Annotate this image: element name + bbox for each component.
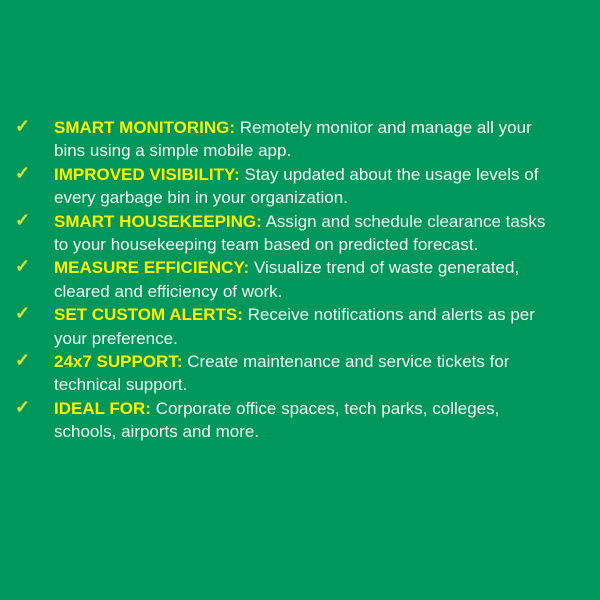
check-icon: ✓ [15,256,31,277]
feature-body: Create maintenance and service tickets for technical support. [54,352,510,395]
feature-body: Receive notifications and alerts as per your preference. [54,305,535,348]
check-icon: ✓ [15,303,31,324]
feature-item [13,210,561,257]
check-icon: ✓ [15,162,31,183]
feature-heading: SMART HOUSEKEEPING: [54,211,262,231]
feature-heading: SMART MONITORING: [54,118,236,137]
check-icon: ✓ [15,396,31,417]
feature-item [13,397,561,444]
feature-heading: SET CUSTOM ALERTS: [54,305,243,325]
feature-item [13,303,561,350]
feature-body: Assign and schedule clearance tasks to your housekeeping team based on predicted forecast. [54,211,546,255]
check-icon: ✓ [15,350,31,371]
feature-item [13,116,561,163]
feature-item [13,256,561,303]
feature-item [13,350,561,397]
feature-item [13,163,561,210]
feature-heading: MEASURE EFFICIENCY: [54,258,250,278]
check-icon: ✓ [15,209,31,230]
feature-heading: IDEAL FOR: [54,398,151,418]
feature-list [13,116,561,444]
check-icon: ✓ [15,116,31,136]
feature-body: Visualize trend of waste generated, cleared and efficiency of work. [54,258,520,301]
feature-body: Stay updated about the usage levels of every garbage bin in your organization. [54,164,539,208]
feature-heading: 24x7 SUPPORT: [54,352,183,372]
feature-body: Remotely monitor and manage all your bins using a simple mobile app. [54,118,532,161]
feature-body: Corporate office spaces, tech parks, colleges, schools, airports and more. [54,398,500,442]
feature-heading: IMPROVED VISIBILITY: [54,164,240,184]
